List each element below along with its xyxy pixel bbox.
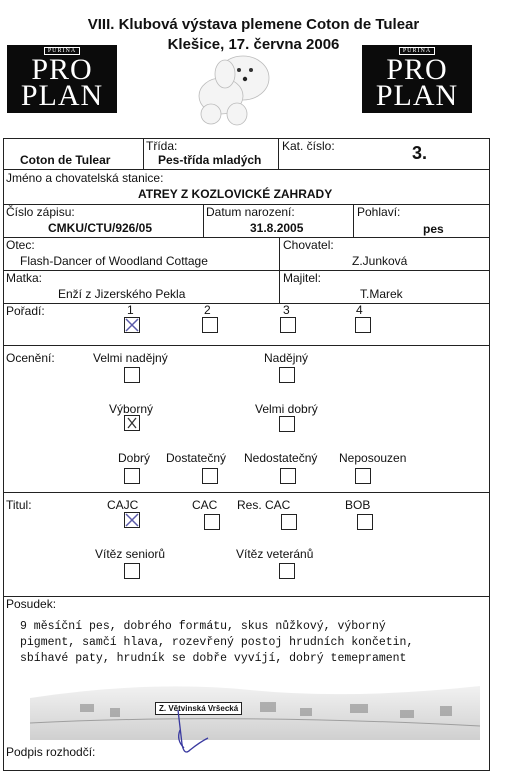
pro-plan-logo-left: PURINA PRO PLAN xyxy=(7,45,117,113)
title-cac-checkbox[interactable] xyxy=(204,514,220,530)
grade-vyborny-checkbox[interactable] xyxy=(124,415,140,431)
title-vitez-veteranu-checkbox[interactable] xyxy=(279,563,295,579)
grade-nedostatecny-label: Nedostatečný xyxy=(244,451,318,465)
grade-velmi-nadejny-checkbox[interactable] xyxy=(124,367,140,383)
grade-velmi-nadejny-label: Velmi nadějný xyxy=(93,351,168,365)
placement-2-label: 2 xyxy=(204,303,211,317)
grade-neposouzen-checkbox[interactable] xyxy=(355,468,371,484)
watermark-landscape-image xyxy=(30,668,480,740)
placement-3-label: 3 xyxy=(283,303,290,317)
grade-nedostatecny-checkbox[interactable] xyxy=(280,468,296,484)
coton-dog-image xyxy=(185,48,285,128)
class-value: Pes-třída mladých xyxy=(158,153,262,167)
registration-number-label: Číslo zápisu: xyxy=(6,205,75,219)
placement-label: Pořadí: xyxy=(6,304,45,318)
catalog-number-label: Kat. číslo: xyxy=(282,139,335,153)
title-vitez-senioru-checkbox[interactable] xyxy=(124,563,140,579)
sire-label: Otec: xyxy=(6,238,35,252)
grade-dobry-checkbox[interactable] xyxy=(124,468,140,484)
placement-2-checkbox[interactable] xyxy=(202,317,218,333)
title-cajc-label: CAJC xyxy=(107,498,139,512)
grade-nadejny-checkbox[interactable] xyxy=(279,367,295,383)
judge-signature-label: Podpis rozhodčí: xyxy=(6,745,96,759)
breeder-value: Z.Junková xyxy=(352,254,408,268)
class-label: Třída: xyxy=(146,139,178,153)
grade-dostatecny-checkbox[interactable] xyxy=(202,468,218,484)
title-res-cac-checkbox[interactable] xyxy=(281,514,297,530)
review-line-3: sbíhavé paty, hrudník se dobře vyvíjí, dobrý temeprament xyxy=(20,652,407,665)
title-res-cac-label: Res. CAC xyxy=(237,498,291,512)
name-kennel-label: Jméno a chovatelská stanice: xyxy=(6,171,164,185)
owner-value: T.Marek xyxy=(360,287,403,301)
title-cac-label: CAC xyxy=(192,498,218,512)
owner-label: Majitel: xyxy=(283,271,322,285)
title-label: Titul: xyxy=(6,498,32,512)
title-bob-label: BOB xyxy=(345,498,371,512)
placement-1-label: 1 xyxy=(127,303,134,317)
dog-name-value: ATREY Z KOZLOVICKÉ ZAHRADY xyxy=(138,187,333,201)
sex-label: Pohlaví: xyxy=(357,205,401,219)
breed-value: Coton de Tulear xyxy=(20,153,111,167)
show-title: VIII. Klubová výstava plemene Coton de Tulear xyxy=(87,16,420,33)
placement-4-label: 4 xyxy=(356,303,363,317)
show-location-date: Klešice, 17. června 2006 xyxy=(167,36,340,53)
review-line-1: 9 měsíční pes, dobrého formátu, skus nůžkový, výborný xyxy=(20,620,386,633)
title-cajc-checkbox[interactable] xyxy=(124,512,140,528)
dam-value: Enží z Jizerského Pekla xyxy=(58,287,186,301)
catalog-number-value: 3. xyxy=(412,143,428,163)
date-of-birth-value: 31.8.2005 xyxy=(250,221,304,235)
review-label: Posudek: xyxy=(6,597,57,611)
placement-3-checkbox[interactable] xyxy=(280,317,296,333)
placement-4-checkbox[interactable] xyxy=(355,317,371,333)
sex-value: pes xyxy=(423,222,444,236)
sire-value: Flash-Dancer of Woodland Cottage xyxy=(20,254,208,268)
judge-signature-image xyxy=(170,700,220,762)
title-vitez-veteranu-label: Vítěz veteránů xyxy=(236,547,314,561)
breeder-label: Chovatel: xyxy=(283,238,334,252)
title-bob-checkbox[interactable] xyxy=(357,514,373,530)
grade-vyborny-label: Výborný xyxy=(109,402,154,416)
placement-1-checkbox[interactable] xyxy=(124,317,140,333)
dam-label: Matka: xyxy=(6,271,43,285)
title-vitez-senioru-label: Vítěz seniorů xyxy=(95,547,166,561)
grade-neposouzen-label: Neposouzen xyxy=(339,451,407,465)
grade-velmi-dobry-checkbox[interactable] xyxy=(279,416,295,432)
registration-number-value: CMKU/CTU/926/05 xyxy=(48,221,153,235)
grade-velmi-dobry-label: Velmi dobrý xyxy=(255,402,318,416)
judge-stamp: Z. Větvinská Vršecká xyxy=(155,702,242,715)
grade-dobry-label: Dobrý xyxy=(118,451,151,465)
date-of-birth-label: Datum narození: xyxy=(206,205,295,219)
grade-nadejny-label: Nadějný xyxy=(264,351,309,365)
pro-plan-logo-right: PURINA PRO PLAN xyxy=(362,45,472,113)
grade-dostatecny-label: Dostatečný xyxy=(166,451,227,465)
review-line-2: pigment, samčí hlava, rozevřený postoj hrudních končetin, xyxy=(20,636,414,649)
grading-label: Ocenění: xyxy=(6,351,55,365)
